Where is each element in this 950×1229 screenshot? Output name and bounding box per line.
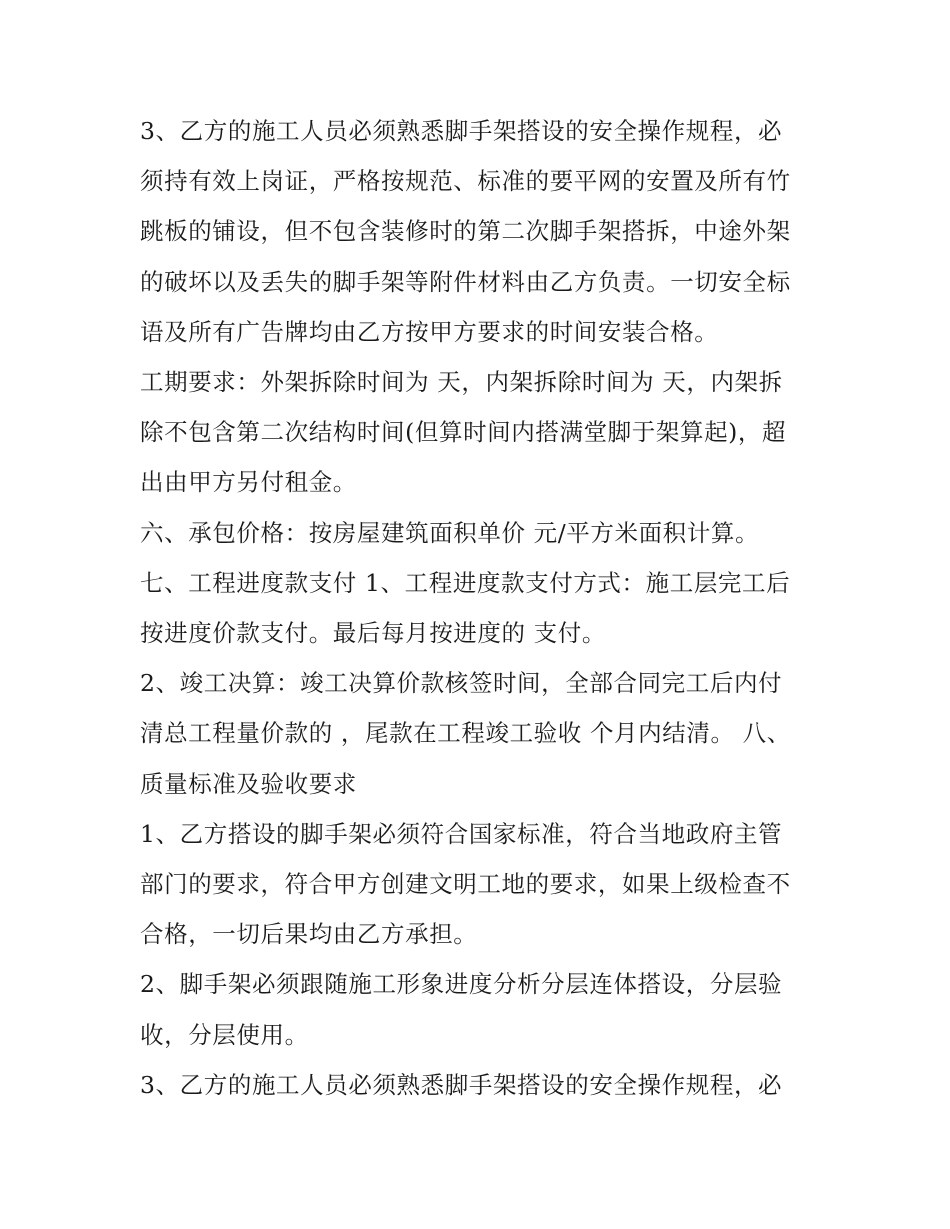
text-line: 六、承包价格：按房屋建筑面积单价 元/平方米面积计算。 — [140, 518, 760, 547]
text-line: 语及所有广告牌均由乙方按甲方要求的时间安装合格。 — [140, 317, 719, 346]
text-line: 清总工程量价款的 ，尾款在工程竣工验收 个月内结清。 八、 — [140, 719, 791, 748]
text-line: 除不包含第二次结构时间(但算时间内搭满堂脚于架算起)，超 — [140, 418, 787, 447]
text-line: 3、乙方的施工人员必须熟悉脚手架搭设的安全操作规程，必 — [140, 1070, 783, 1099]
text-line: 七、工程进度款支付 1、工程进度款支付方式：施工层完工后 — [140, 568, 791, 597]
text-line: 合格，一切后果均由乙方承担。 — [140, 920, 478, 949]
text-line: 2、竣工决算：竣工决算价款核签时间，全部合同完工后内付 — [140, 669, 783, 698]
text-line: 的破坏以及丢失的脚手架等附件材料由乙方负责。一切安全标 — [140, 267, 791, 296]
text-line: 质量标准及验收要求 — [140, 769, 357, 798]
text-line: 2、脚手架必须跟随施工形象进度分析分层连体搭设，分层验 — [140, 970, 783, 999]
text-line: 须持有效上岗证，严格按规范、标准的要平网的安置及所有竹 — [140, 167, 791, 196]
text-line: 跳板的铺设，但不包含装修时的第二次脚手架搭拆，中途外架 — [140, 217, 791, 246]
text-line: 出由甲方另付租金。 — [140, 468, 357, 497]
document-body — [140, 106, 820, 1110]
text-line: 按进度价款支付。最后每月按进度的 支付。 — [140, 619, 606, 648]
text-line: 部门的要求，符合甲方创建文明工地的要求，如果上级检查不 — [140, 870, 791, 899]
text-line: 工期要求：外架拆除时间为 天，内架拆除时间为 天，内架拆 — [140, 368, 783, 397]
text-line: 3、乙方的施工人员必须熟悉脚手架搭设的安全操作规程，必 — [140, 117, 783, 145]
text-line: 1、乙方搭设的脚手架必须符合国家标准，符合当地政府主管 — [140, 819, 783, 848]
text-line: 收，分层使用。 — [140, 1020, 309, 1049]
